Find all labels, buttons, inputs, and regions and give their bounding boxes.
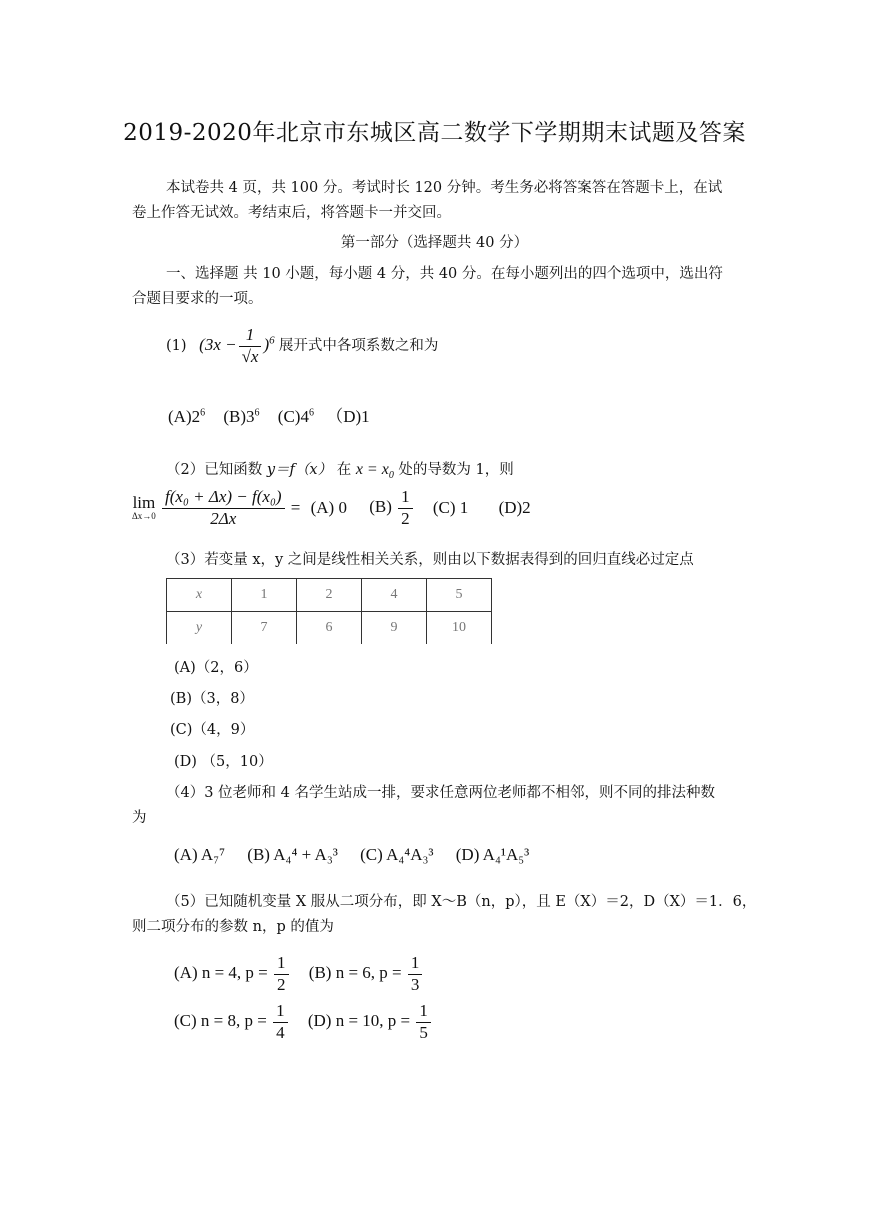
q1-option-b: $(B)3^6$ [223,407,260,426]
q1-expr-pre: (3x − [199,335,237,355]
intro-line-1: 本试卷共 4 页，共 100 分。考试时长 120 分钟。考生务必将答案答在答题卡上，在试 [166,180,723,196]
question-4-line-1: （4）3 位老师和 4 名学生站成一排，要求任意两位老师都不相邻，则不同的排法种数 [166,785,716,801]
question-2 [166,458,514,481]
q5-option-b: (B) n = 6, p = $\frac{1}{3}$ [309,963,425,982]
q1-exponent: 6 [269,334,275,347]
q1-options [168,402,370,427]
q3-option-c: (C)（4，9） [170,722,255,738]
q5-option-a: (A) n = 4, p = $\frac{1}{2}$ [174,963,291,982]
table-row [167,612,492,645]
question-5-line-2: 则二项分布的参数 n，p 的值为 [132,919,334,935]
q2-fraction: $\frac{\text{f(x₀ + Δx) − f(x₀)}}{2\Delta x}$ [162,488,284,528]
table-cell: 10 [427,612,492,645]
q2-text-post: 处的导数为 1，则 [398,462,514,478]
q5-option-d: (D) n = 10, p = $\frac{1}{5}$ [308,1011,433,1030]
q2-option-c: (C) 1 [432,498,469,518]
q1-frac-den: √x [241,346,259,366]
q2-option-d: (D)2 [498,498,531,518]
q4-options [174,845,529,865]
table-cell: x [167,579,232,612]
q2-option-a: (A) 0 [310,498,347,518]
q4-option-b: (B) A₄⁴ + A₃³ [247,845,338,864]
question-4-line-2: 为 [132,810,147,826]
section-line-1: 一、选择题 共 10 小题，每小题 4 分，共 40 分。在每小题列出的四个选项中，选出符 [166,266,723,282]
q2-point: $x = x_0$ [355,461,394,482]
q2-option-b: (B) $\frac{1}{2}$ [369,497,414,516]
section-line-2: 合题目要求的一项。 [132,291,263,307]
q4-option-c: (C) A₄⁴A₃³ [360,845,434,864]
table-cell: 7 [232,612,297,645]
table-cell: 1 [232,579,297,612]
q2-function: y＝f（x） [266,462,333,478]
q2-limit-line [132,488,531,528]
q2-text-mid: 在 [336,462,352,478]
q5-options-row-1 [174,954,424,994]
q5-option-c: (C) n = 8, p = $\frac{1}{4}$ [174,1011,290,1030]
document-title: 2019-2020年北京市东城区高二数学下学期期末试题及答案 [123,120,746,146]
q1-expression [199,325,279,366]
q1-text: 展开式中各项系数之和为 [278,338,439,355]
q3-option-a: (A)（2，6） [174,660,258,676]
table-cell: y [167,612,232,645]
question-5-line-1: （5）已知随机变量 X 服从二项分布，即 X～B（n，p），且 E（X）＝2，D（X）＝1．6， [166,894,757,910]
q2-limit: lim Δx→0 [132,493,156,522]
q1-option-c: $(C)4^6$ [277,407,314,426]
q3-option-d: (D) （5，10） [174,754,273,770]
q3-option-b: (B)（3，8） [170,691,254,707]
question-number: (1) [166,338,187,355]
q1-fraction [239,326,262,366]
table-cell: 9 [362,612,427,645]
q2-equals: = [290,498,301,518]
q2-text-pre: （2）已知函数 [166,462,263,478]
q5-options-row-2 [174,1002,433,1042]
q1-option-a: $(A)2^6$ [168,407,206,426]
question-1 [166,326,438,366]
intro-line-2: 卷上作答无试效。考结束后，将答题卡一并交回。 [132,205,451,221]
table-row [167,579,492,612]
question-3: （3）若变量 x，y 之间是线性相关关系，则由以下数据表得到的回归直线必过定点 [166,552,694,568]
table-cell: 2 [297,579,362,612]
q1-expr-post: ) [263,335,270,355]
table-cell: 4 [362,579,427,612]
q1-frac-num: 1 [239,326,262,347]
q4-option-a: (A) A₇⁷ [174,845,226,864]
q4-option-d: (D) A₄¹A₅³ [455,845,530,864]
q1-option-d: （D)1 [326,407,370,426]
table-cell: 6 [297,612,362,645]
data-table [166,578,492,644]
table-cell: 5 [427,579,492,612]
part-heading: 第一部分（选择题共 40 分） [340,235,529,251]
